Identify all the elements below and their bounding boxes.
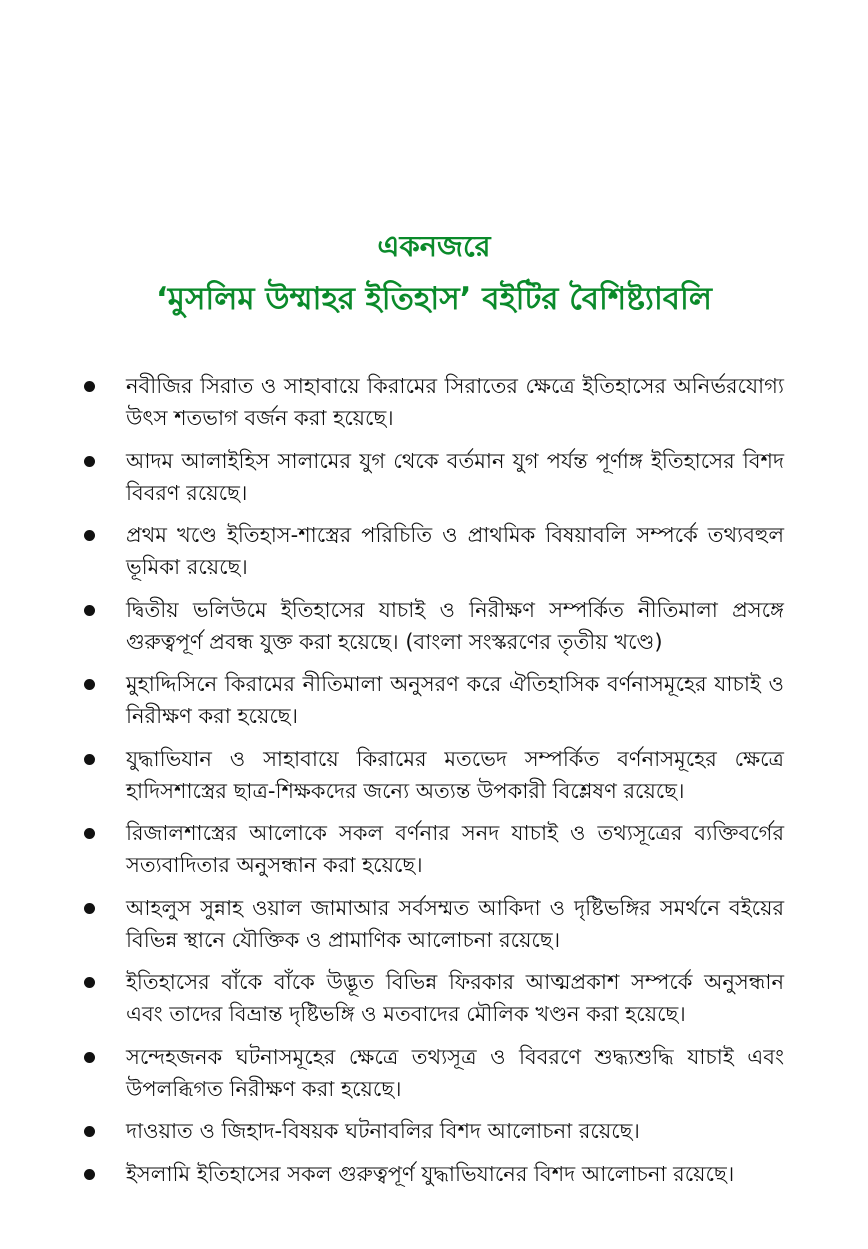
bullet-icon	[84, 1126, 95, 1137]
feature-text: দাওয়াত ও জিহাদ-বিষয়ক ঘটনাবলির বিশদ আলোচনা রয়েছে।	[126, 1119, 640, 1143]
feature-list	[84, 370, 784, 1200]
feature-text: আদম আলাইহিস সালামের যুগ থেকে বর্তমান যুগ পর্যন্ত পূর্ণাঙ্গ ইতিহাসের বিশদ বিবরণ রয়েছে।	[126, 448, 784, 505]
feature-text: ইতিহাসের বাঁকে বাঁকে উদ্ভূত বিভিন্ন ফিরকার আত্মপ্রকাশ সম্পর্কে অনুসন্ধান এবং তাদের বিভ্রান্ত দৃষ্টিভঙ্গি ও মতবাদের মৌলিক খণ্ডন করা হয়েছে।	[126, 970, 784, 1026]
bullet-icon	[84, 381, 95, 392]
feature-text: দ্বিতীয় ভলিউমে ইতিহাসের যাচাই ও নিরীক্ষণ সম্পর্কিত নীতিমালা প্রসঙ্গে গুরুত্বপূর্ণ প্রবন্ধ যুক্ত করা হয়েছে। (বাংলা সংস্করণের তৃতীয় খণ্ডে)	[126, 597, 784, 654]
bullet-icon	[84, 456, 95, 467]
feature-text: যুদ্ধাভিযান ও সাহাবায়ে কিরামের মতভেদ সম্পর্কিত বর্ণনাসমূহের ক্ষেত্রে হাদিসশাস্ত্রের ছাত্র-শিক্ষকদের জন্যে অত্যন্ত উপকারী বিশ্লেষণ রয়েছে।	[126, 746, 784, 803]
feature-item	[84, 892, 784, 956]
bullet-icon	[84, 977, 95, 988]
feature-text: নবীজির সিরাত ও সাহাবায়ে কিরামের সিরাতের ক্ষেত্রে ইতিহাসের অনির্ভরযোগ্য উৎস শতভাগ বর্জন করা হয়েছে।	[126, 374, 784, 430]
bullet-icon	[84, 903, 95, 914]
feature-text: আহলুস সুন্নাহ ওয়াল জামাআর সর্বসম্মত আকিদা ও দৃষ্টিভঙ্গির সমর্থনে বইয়ের বিভিন্ন স্থানে যৌক্তিক ও প্রামাণিক আলোচনা রয়েছে।	[126, 895, 784, 952]
bullet-icon	[84, 828, 95, 839]
feature-item	[84, 817, 784, 881]
feature-text: সন্দেহজনক ঘটনাসমূহের ক্ষেত্রে তথ্যসূত্র ও বিবরণে শুদ্ধ্যশুদ্ধি যাচাই এবং উপলব্ধিগত নিরীক্ষণ করা হয়েছে।	[126, 1044, 784, 1101]
feature-item	[84, 743, 784, 807]
feature-text: প্রথম খণ্ডে ইতিহাস-শাস্ত্রের পরিচিতি ও প্রাথমিক বিষয়াবলি সম্পর্কে তথ্যবহুল ভূমিকা রয়েছে।	[126, 523, 784, 579]
feature-item	[84, 668, 784, 732]
bullet-icon	[84, 1052, 95, 1063]
feature-item	[84, 1158, 784, 1190]
feature-text: রিজালশাস্ত্রের আলোকে সকল বর্ণনার সনদ যাচাই ও তথ্যসূত্রের ব্যক্তিবর্গের সত্যবাদিতার অনুসন্ধান করা হয়েছে।	[126, 821, 784, 877]
feature-item	[84, 1115, 784, 1147]
page-title: ‘মুসলিম উম্মাহর ইতিহাস’ বইটির বৈশিষ্ট্যাবলি	[155, 281, 713, 317]
bullet-icon	[84, 605, 95, 616]
feature-text: মুহাদ্দিসিনে কিরামের নীতিমালা অনুসরণ করে ঐতিহাসিক বর্ণনাসমূহের যাচাই ও নিরীক্ষণ করা হয়েছে।	[126, 672, 784, 728]
bullet-icon	[84, 754, 95, 765]
feature-item	[84, 594, 784, 658]
feature-item	[84, 370, 784, 434]
bullet-icon	[84, 679, 95, 690]
feature-item	[84, 445, 784, 509]
heading-at-a-glance: একনজরে	[377, 229, 491, 263]
feature-text: ইসলামি ইতিহাসের সকল গুরুত্বপূর্ণ যুদ্ধাভিযানের বিশদ আলোচনা রয়েছে।	[126, 1161, 735, 1186]
bullet-icon	[84, 530, 95, 541]
feature-item	[84, 1041, 784, 1105]
bullet-icon	[84, 1169, 95, 1180]
feature-item	[84, 966, 784, 1030]
feature-item	[84, 519, 784, 583]
